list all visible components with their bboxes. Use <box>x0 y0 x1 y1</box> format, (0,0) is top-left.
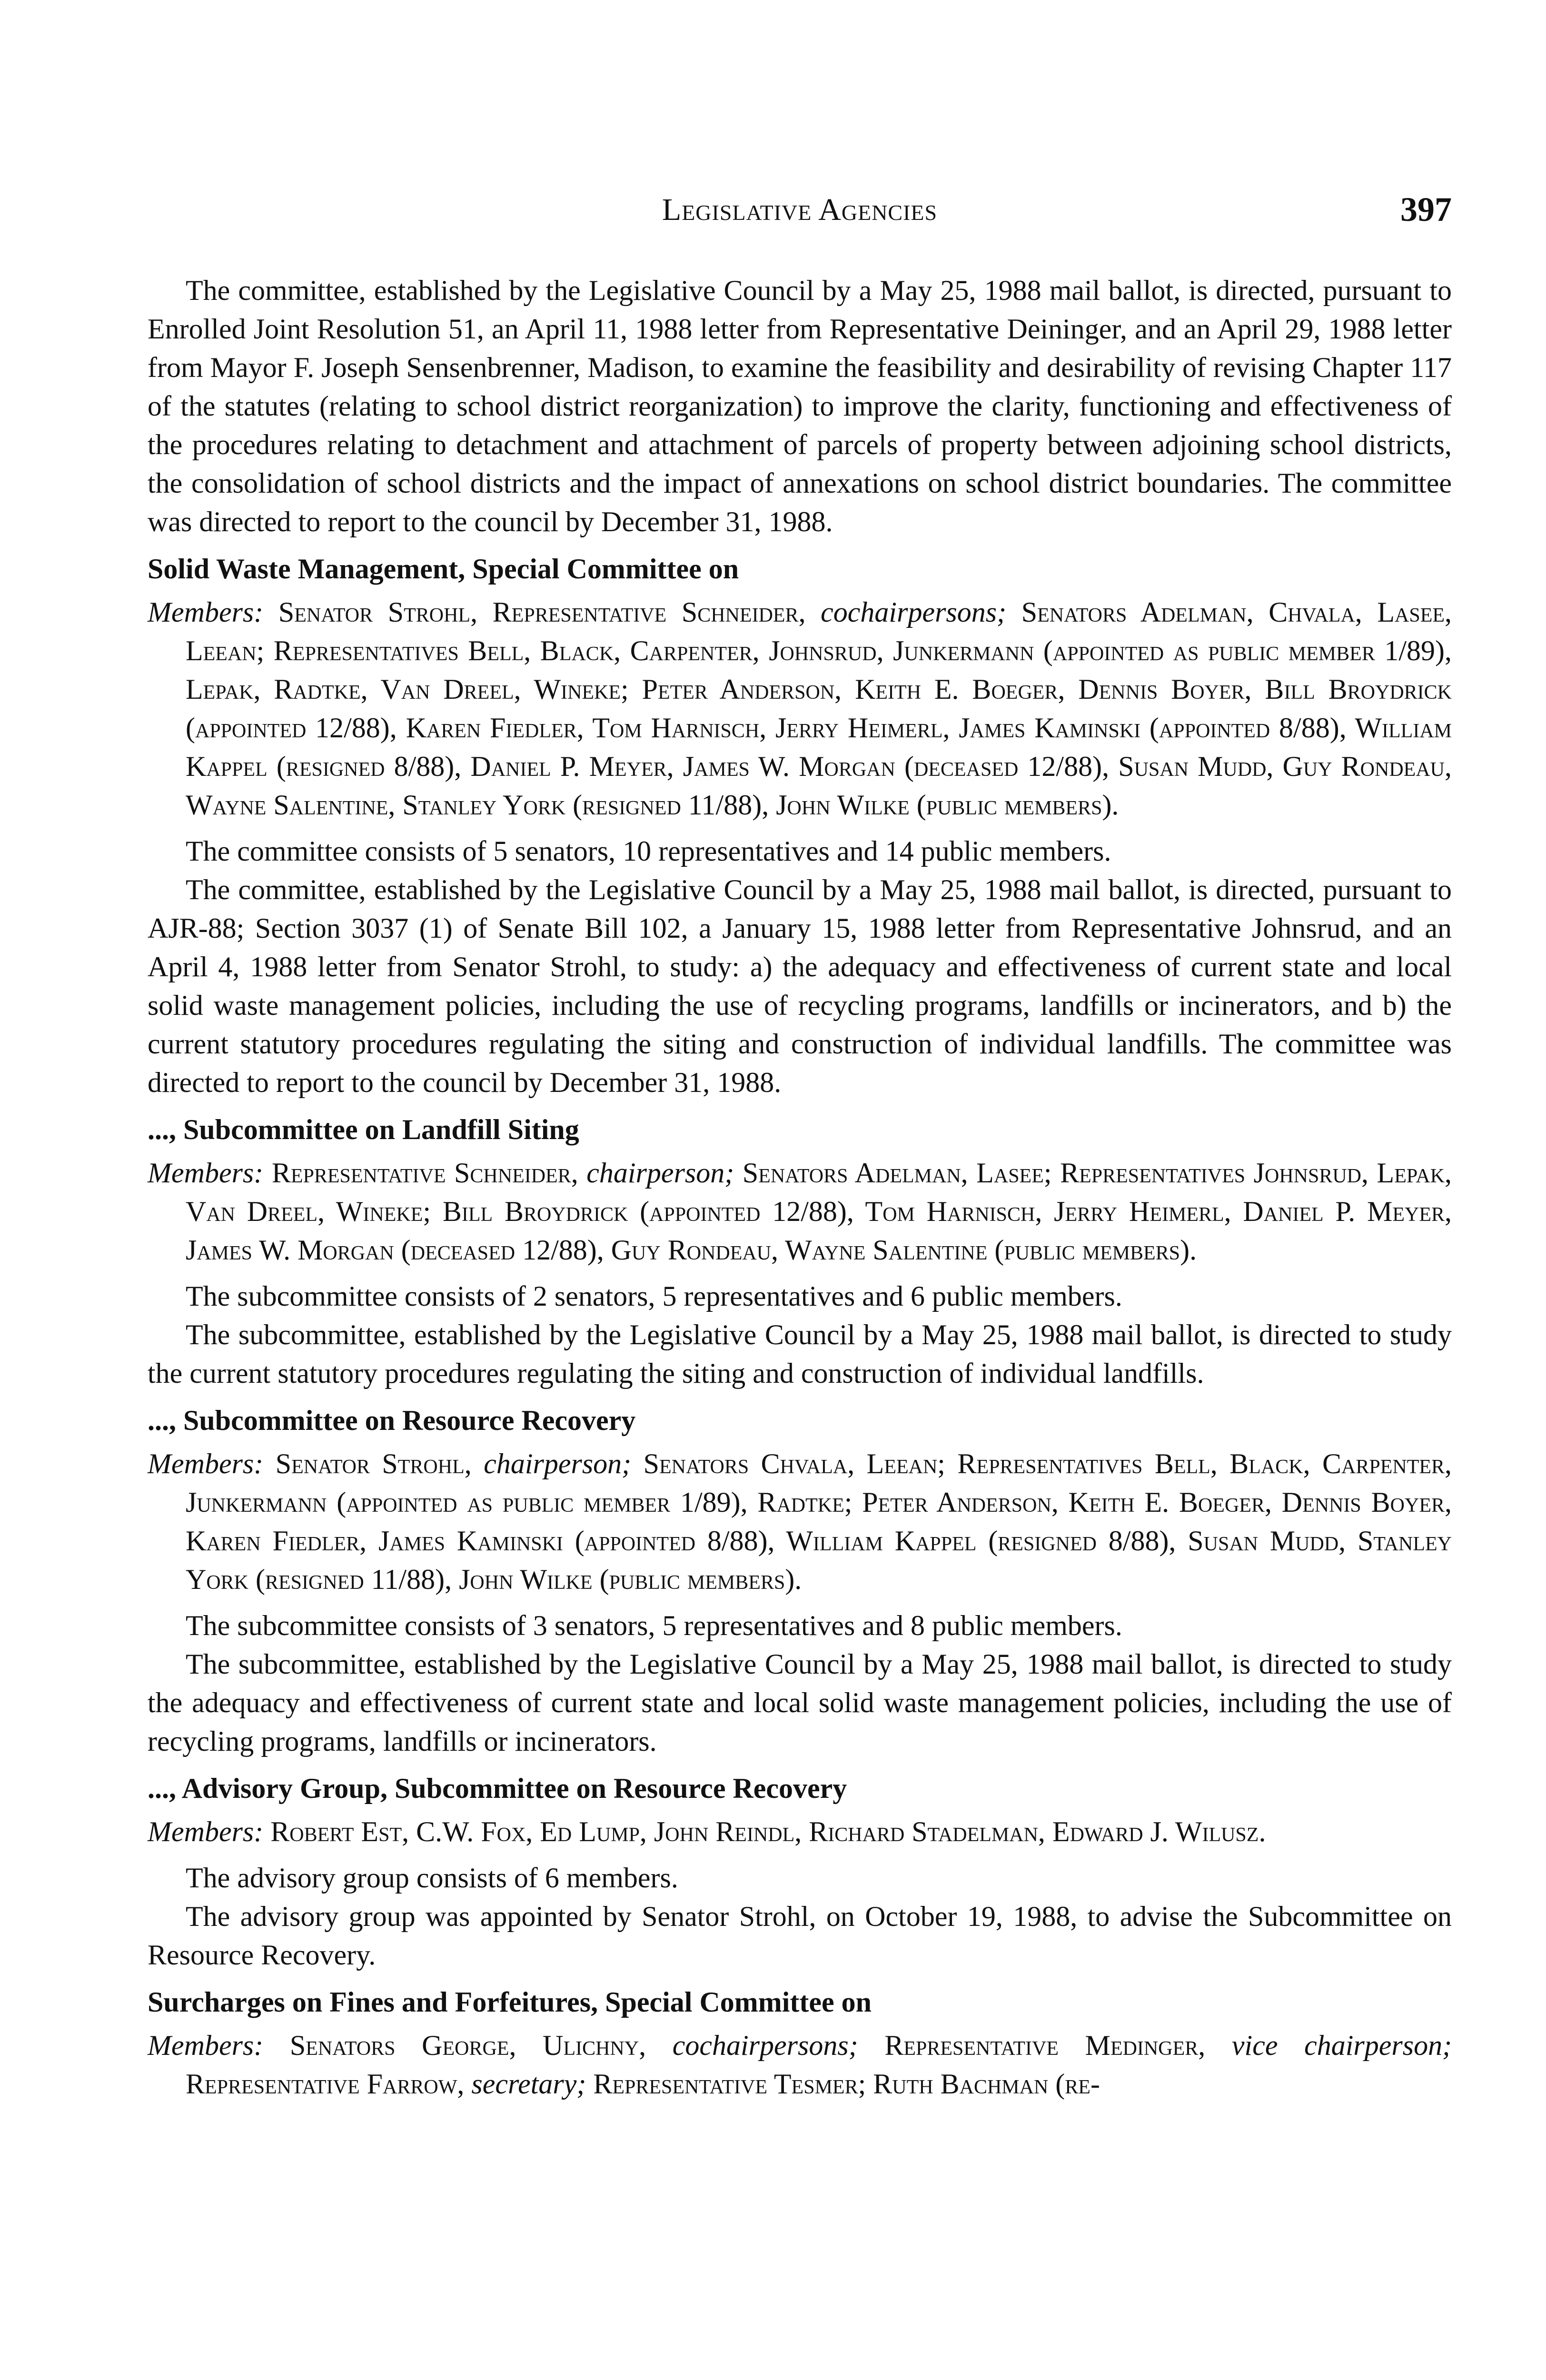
document-page <box>148 190 1452 2111</box>
surcharges-members <box>148 2026 1452 2103</box>
members-role: chairperson; <box>586 1157 734 1189</box>
resource-recovery-heading: ..., Subcommittee on Resource Recovery <box>148 1405 636 1436</box>
members-list: Senators Adelman, Lasee; Representatives Johnsrud, Lepak, Van Dreel, Wineke; Bill Broydrick (appointed 12/88), Tom Harnisch, Jerry Heimerl, Daniel P. Meyer, James W. Morgan (deceased 12/88), Guy Rondeau, Wayne Salentine (public members). <box>186 1157 1452 1266</box>
members-label: Members: <box>148 1816 264 1847</box>
members-list: Robert Est, C.W. Fox, Ed Lump, John Reindl, Richard Stadelman, Edward J. Wilusz. <box>270 1816 1266 1847</box>
solid-waste-composition: The committee consists of 5 senators, 10 representatives and 14 public members. <box>186 835 1111 867</box>
members-role: cochairpersons; <box>821 596 1007 628</box>
members-secretary: Representative Farrow, <box>186 2068 465 2100</box>
members-list: Senators Chvala, Leean; Representatives Bell, Black, Carpenter, Junkermann (appointed as public member 1/89), Radtke; Peter Anderson, Keith E. Boeger, Dennis Boyer, Karen Fiedler, James Kaminski (appointed 8/88), William Kappel (resigned 8/88), Susan Mudd, Stanley York (resigned 11/88), John Wilke (public members). <box>186 1448 1452 1595</box>
advisory-description: The advisory group was appointed by Senator Strohl, on October 19, 1988, to advise the Subcommittee on Resource Recovery. <box>148 1901 1452 1971</box>
surcharges-heading: Surcharges on Fines and Forfeitures, Special Committee on <box>148 1986 872 2018</box>
resource-recovery-description: The subcommittee, established by the Legislative Council by a May 25, 1988 mail ballot, is directed to study the adequacy and effectiveness of current state and local solid waste management policies, including the use of recycling programs, landfills or incinerators. <box>148 1648 1452 1757</box>
members-label: Members: <box>148 1448 264 1479</box>
members-label: Members: <box>148 2030 264 2061</box>
members-chairs: Senator Strohl, Representative Schneider, <box>278 596 806 628</box>
solid-waste-members <box>148 593 1452 824</box>
members-chairs: Senators George, Ulichny, <box>289 2030 646 2061</box>
members-label: Members: <box>148 1157 264 1189</box>
solid-waste-description: The committee, established by the Legislative Council by a May 25, 1988 mail ballot, is directed, pursuant to AJR-88; Section 3037 (1) of Senate Bill 102, a January 15, 1988 letter from Representative Johnsrud, and an April 4, 1988 letter from Senator Strohl, to study: a) the adequacy and effectiveness of current state and local solid waste management policies, including the use of recycling programs, landfills or incinerators, and b) the current statutory procedures regulating the siting and construction of individual landfills. The committee was directed to report to the council by December 31, 1988. <box>148 874 1452 1098</box>
running-head <box>148 190 1452 243</box>
members-list: Representative Tesmer; Ruth Bachman (re- <box>593 2068 1100 2100</box>
members-role-secretary: secretary; <box>471 2068 586 2100</box>
landfill-members <box>148 1154 1452 1269</box>
members-vice-chair: Representative Medinger, <box>884 2030 1206 2061</box>
advisory-heading: ..., Advisory Group, Subcommittee on Resource Recovery <box>148 1773 847 1804</box>
members-list: Senators Adelman, Chvala, Lasee, Leean; Representatives Bell, Black, Carpenter, Johnsrud, Junkermann (appointed as public member 1/89), Lepak, Radtke, Van Dreel, Wineke; Peter Anderson, Keith E. Boeger, Dennis Boyer, Bill Broydrick (appointed 12/88), Karen Fiedler, Tom Harnisch, Jerry Heimerl, James Kaminski (appointed 8/88), William Kappel (resigned 8/88), Daniel P. Meyer, James W. Morgan (deceased 12/88), Susan Mudd, Guy Rondeau, Wayne Salentine, Stanley York (resigned 11/88), John Wilke (public members). <box>186 596 1452 821</box>
members-chairs: Representative Schneider, <box>271 1157 578 1189</box>
page-number: 397 <box>1400 190 1452 228</box>
resource-recovery-members <box>148 1445 1452 1599</box>
advisory-composition: The advisory group consists of 6 members. <box>186 1862 678 1894</box>
landfill-heading: ..., Subcommittee on Landfill Siting <box>148 1114 579 1145</box>
resource-recovery-composition: The subcommittee consists of 3 senators, 5 representatives and 8 public members. <box>186 1610 1122 1641</box>
members-role-vice-chair: vice chairperson; <box>1231 2030 1452 2061</box>
landfill-composition: The subcommittee consists of 2 senators, 5 representatives and 6 public members. <box>186 1280 1122 1312</box>
solid-waste-heading: Solid Waste Management, Special Committee on <box>148 553 739 585</box>
members-label: Members: <box>148 596 264 628</box>
members-role: chairperson; <box>484 1448 632 1479</box>
members-chairs: Senator Strohl, <box>275 1448 472 1479</box>
running-head-title: Legislative Agencies <box>662 192 938 227</box>
advisory-members <box>148 1813 1452 1851</box>
intro-paragraph: The committee, established by the Legislative Council by a May 25, 1988 mail ballot, is directed, pursuant to Enrolled Joint Resolution 51, an April 11, 1988 letter from Representative Deininger, and an April 29, 1988 letter from Mayor F. Joseph Sensenbrenner, Madison, to examine the feasibility and desirability of revising Chapter 117 of the statutes (relating to school district reorganization) to improve the clarity, functioning and effectiveness of the procedures relating to detachment and attachment of parcels of property between adjoining school districts, the consolidation of school districts and the impact of annexations on school district boundaries. The committee was directed to report to the council by December 31, 1988. <box>148 275 1452 537</box>
landfill-description: The subcommittee, established by the Legislative Council by a May 25, 1988 mail ballot, is directed to study the current statutory procedures regulating the siting and construction of individual landfills. <box>148 1319 1452 1389</box>
members-role-cochair: cochairpersons; <box>672 2030 858 2061</box>
